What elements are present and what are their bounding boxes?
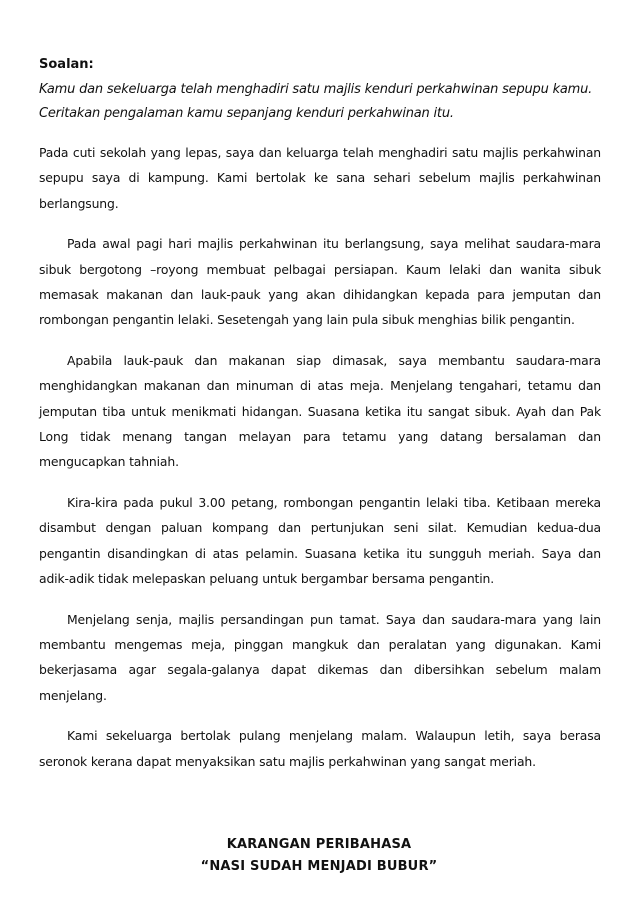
essay-paragraph-3: Apabila lauk-pauk dan makanan siap dimasak, saya membantu saudara-mara menghidangkan makanan dan minuman di atas meja. Menjelang tengahari, tetamu dan jemputan tiba untuk menikmati hidangan. Suasana ketika itu sangat sibuk. Ayah dan Pak Long tidak menang tangan melayan para tetamu yang datang bersalaman dan mengucapkan tahniah.: [39, 352, 601, 470]
next-essay-proverb: “NASI SUDAH MENJADI BUBUR”: [200, 859, 438, 874]
next-essay-heading: KARANGAN PERIBAHASA: [226, 837, 412, 852]
question-label: Soalan:: [39, 57, 94, 72]
essay-paragraph-4: Kira-kira pada pukul 3.00 petang, rombongan pengantin lelaki tiba. Ketibaan mereka disambut dengan paluan kompang dan pertunjukan seni silat. Kemudian kedua-dua pengantin disandingkan di atas pelamin. Suasana ketika itu sungguh meriah. Saya dan adik-adik tidak melepaskan peluang untuk bergambar bersama pengantin.: [39, 494, 601, 587]
essay-paragraph-5: Menjelang senja, majlis persandingan pun tamat. Saya dan saudara-mara yang lain membantu mengemas meja, pinggan mangkuk dan peralatan yang digunakan. Kami bekerjasama agar segala-galanya dapat dikemas dan dibersihkan sebelum malam menjelang.: [39, 611, 601, 703]
document-page: [39, 52, 601, 789]
question-block: [39, 52, 601, 126]
essay-paragraph-2: Pada awal pagi hari majlis perkahwinan itu berlangsung, saya melihat saudara-mara sibuk bergotong –royong membuat pelbagai persiapan. Kaum lelaki dan wanita sibuk memasak makanan dan lauk-pauk yang akan dihidangkan kepada para jemputan dan rombongan pengantin lelaki. Sesetengah yang lain pula sibuk menghias bilik pengantin.: [39, 236, 601, 328]
essay-paragraph-1: Pada cuti sekolah yang lepas, saya dan keluarga telah menghadiri satu majlis perkahwinan sepupu saya di kampung. Kami bertolak ke sana sehari sebelum majlis perkahwinan berlangsung.: [39, 145, 601, 211]
question-text: Kamu dan sekeluarga telah menghadiri satu majlis kenduri perkahwinan sepupu kamu.: [39, 82, 593, 97]
next-essay-title: [0, 834, 638, 878]
essay-body: [39, 140, 601, 774]
question-instruction: Ceritakan pengalaman kamu sepanjang kenduri perkahwinan itu.: [39, 106, 454, 121]
essay-paragraph-6: Kami sekeluarga bertolak pulang menjelang malam. Walaupun letih, saya berasa seronok kerana dapat menyaksikan satu majlis perkahwinan yang sangat meriah.: [39, 728, 601, 769]
